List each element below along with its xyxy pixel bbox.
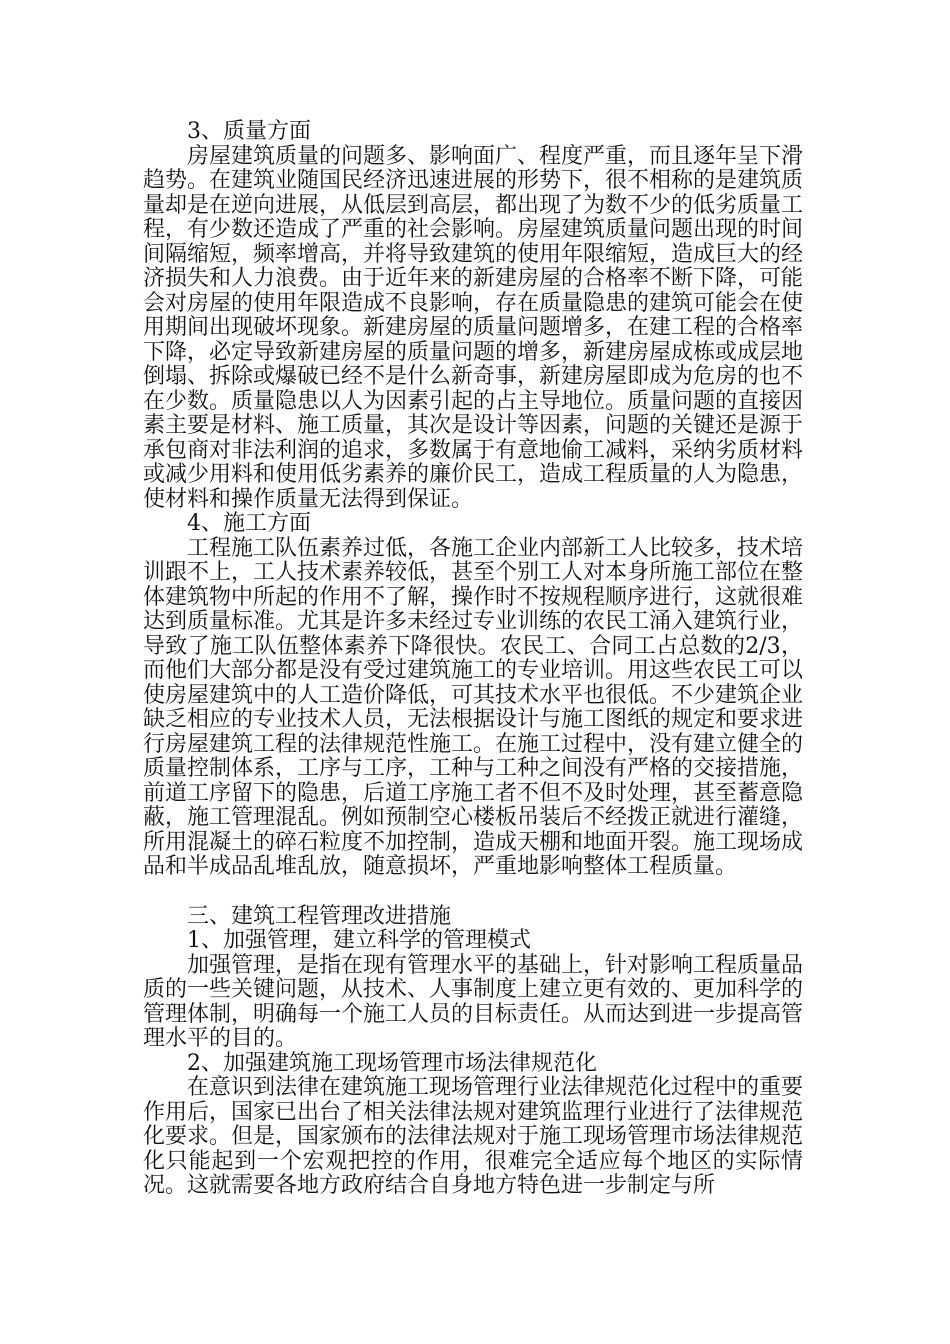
section-heading-management: 1、加强管理，建立科学的管理模式: [187, 928, 531, 953]
paragraph-quality: 房屋建筑质量的问题多、影响面广、程度严重，而且逐年呈下滑趋势。在建筑业随国民经济迅速进展的形势下，很不相称的是建筑质量却是在逆向进展，从低层到高层，都出现了为数不少的低劣质量工程，有少数还造成了严重的社会影响。房屋建筑质量问题出现的时间间隔缩短，频率增高，并将导致建筑的使用年限缩短，造成巨大的经济损失和人力浪费。由于近年来的新建房屋的合格率不断下降，可能会对房屋的使用年限造成不良影响，存在质量隐患的建筑可能会在使用期间出现破坏现象。新建房屋的质量问题增多，在建工程的合格率下降，必定导致新建房屋的质量问题的增多，新建房屋成栋或成层地倒塌、拆除或爆破已经不是什么新奇事，新建房屋即成为危房的也不在少数。质量隐患以人为因素引起的占主导地位。质量问题的直接因素主要是材料、施工质量，其次是设计等因素，问题的关键还是源于承包商对非法利润的追求，多数属于有意地偷工减料，采纳劣质材料或减少用料和使用低劣素养的廉价民工，造成工程质量的人为隐患，使材料和操作质量无法得到保证。: [143, 143, 804, 512]
paragraph-legal: 在意识到法律在建筑施工现场管理行业法律规范化过程中的重要作用后，国家已出台了相关法律法规对建筑监理行业进行了法律规范化要求。但是，国家颁布的法律法规对于施工现场管理市场法律规范化只能起到一个宏观把控的作用，很难完全适应每个地区的实际情况。这就需要各地方政府结合自身地方特色进一步制定与所: [143, 1075, 804, 1198]
chapter-heading-improvements: 三、建筑工程管理改进措施: [187, 903, 452, 929]
document-page: [143, 120, 803, 1199]
section-heading-quality: 3、质量方面: [187, 119, 311, 144]
section-heading-construction: 4、施工方面: [187, 511, 311, 536]
paragraph-management: 加强管理，是指在现有管理水平的基础上，针对影响工程质量品质的一些关键问题，从技术、人事制度上建立更有效的、更加科学的管理体制，明确每一个施工人员的目标责任。从而达到进一步提高管理水平的目的。: [143, 952, 804, 1051]
paragraph-construction: 工程施工队伍素养过低，各施工企业内部新工人比较多，技术培训跟不上，工人技术素养较低，甚至个别工人对本身所施工部位在整体建筑物中所起的作用不了解，操作时不按规程顺序进行，这就很难达到质量标准。尤其是许多未经过专业训练的农民工涌入建筑行业，导致了施工队伍整体素养下降很快。农民工、合同工占总数的2/3，而他们大部分都是没有受过建筑施工的专业培训。用这些农民工可以使房屋建筑中的人工造价降低，可其技术水平也很低。不少建筑企业缺乏相应的专业技术人员，无法根据设计与施工图纸的规定和要求进行房屋建筑工程的法律规范性施工。在施工过程中，没有建立健全的质量控制体系，工序与工序，工种与工种之间没有严格的交接措施，前道工序留下的隐患，后道工序施工者不但不及时处理，甚至蓄意隐蔽，施工管理混乱。例如预制空心楼板吊装后不经拨正就进行灌缝，所用混凝土的碎石粒度不加控制，造成天棚和地面开裂。施工现场成品和半成品乱堆乱放，随意损坏，严重地影响整体工程质量。: [143, 535, 804, 879]
paragraph-gap: [143, 880, 803, 905]
section-heading-legal: 2、加强建筑施工现场管理市场法律规范化: [187, 1050, 597, 1076]
